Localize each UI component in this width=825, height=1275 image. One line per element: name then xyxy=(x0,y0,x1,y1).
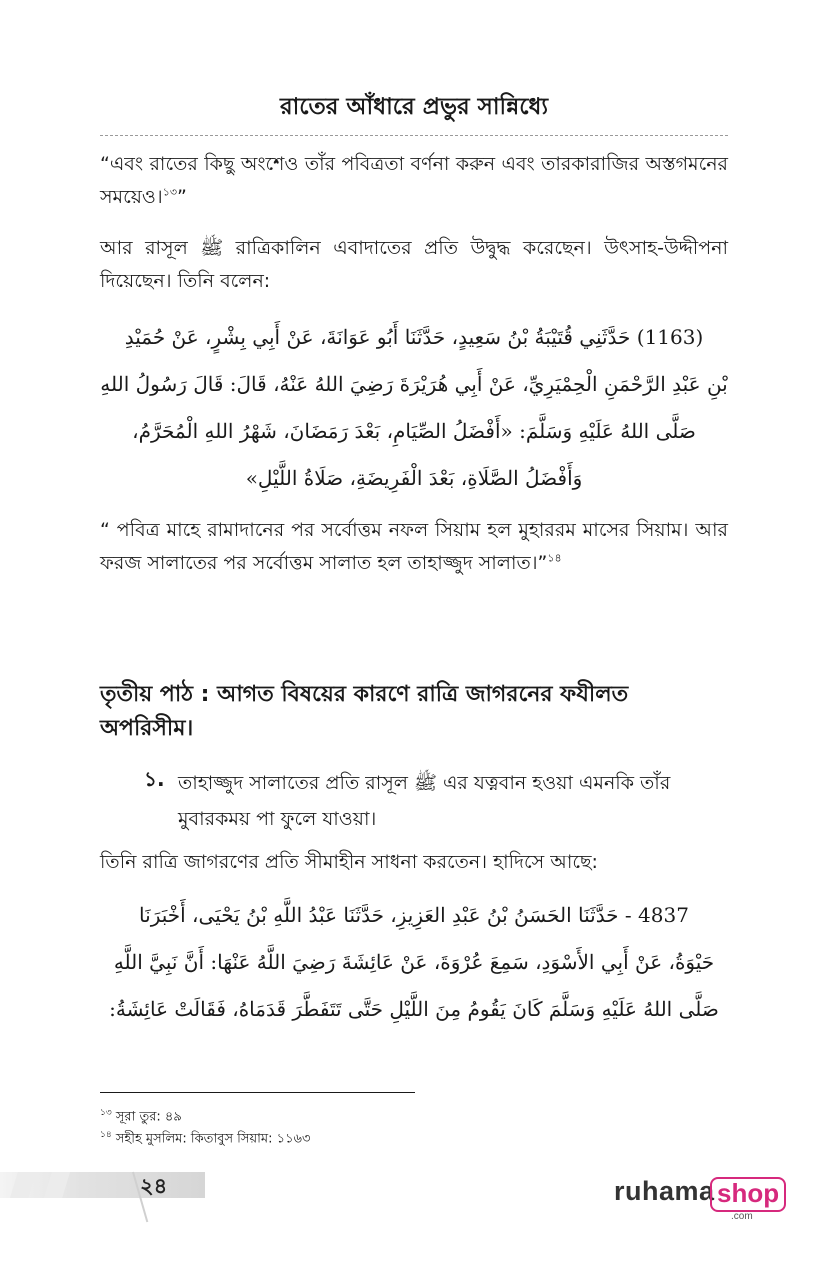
arabic-line: 4837 - حَدَّثَنَا الحَسَنُ بْنُ عَبْدِ العَزِيزِ، حَدَّثَنَا عَبْدُ اللَّهِ بْنُ يَحْيَى، أَخْبَرَنَا xyxy=(139,903,689,927)
quote-verse-text: “এবং রাতের কিছু অংশেও তাঁর পবিত্রতা বর্ণনা করুন এবং তারকারাজির অস্তগমনের সময়েও। xyxy=(100,153,728,208)
footnote-text: সহীহ মুসলিম: কিতাবুস সিয়াম: ১১৬৩ xyxy=(115,1131,311,1147)
arabic-line: حَيْوَةُ، عَنْ أَبِي الأَسْوَدِ، سَمِعَ عُرْوَةَ، عَنْ عَائِشَةَ رَضِيَ اللَّهُ عَنْهَا: أَنَّ نَبِيَّ اللَّهِ xyxy=(113,950,715,974)
footnote-ref: ১৪ xyxy=(547,551,562,565)
page-number: ২৪ xyxy=(140,1174,168,1198)
arabic-line: صَلَّى اللهُ عَلَيْهِ وَسَلَّمَ كَانَ يَقُومُ مِنَ اللَّيْلِ حَتَّى تَتَفَطَّرَ قَدَمَاهُ، فَقَالَتْ عَائِشَةُ: xyxy=(109,997,719,1021)
footnote xyxy=(100,1126,500,1148)
logo-shop-badge: shop xyxy=(710,1177,786,1212)
list-number: ১. xyxy=(144,767,165,791)
arabic-hadith-2 xyxy=(100,892,728,1033)
logo-wordmark: ruhama xyxy=(614,1176,715,1206)
footnote-text: সূরা তুর: ৪৯ xyxy=(115,1109,182,1125)
intro-paragraph: আর রাসূল ﷺ রাত্রিকালিন এবাদাতের প্রতি উদ্বুদ্ধ করেছেন। উৎসাহ-উদ্দীপনা দিয়েছেন। তিনি বলেন: xyxy=(100,237,728,292)
footnote xyxy=(100,1104,500,1126)
footer-bar xyxy=(0,1172,205,1198)
header-divider xyxy=(100,135,728,136)
arabic-line: (1163) حَدَّثَنِي قُتَيْبَةُ بْنُ سَعِيدٍ، حَدَّثَنَا أَبُو عَوَانَةَ، عَنْ أَبِي بِشْرٍ، عَنْ حُمَيْدِ xyxy=(124,325,704,349)
quote-translation-text: “ পবিত্র মাহে রামাদানের পর সর্বোত্তম নফল সিয়াম হল মুহাররম মাসের সিয়াম। আর ফরজ সালাতের পর সর্বোত্তম সালাত হল তাহাজ্জুদ সালাত।” xyxy=(100,519,728,574)
footnote-ref: ১৩ xyxy=(162,185,178,199)
ruhama-shop-logo xyxy=(614,1176,780,1226)
quote-verse xyxy=(100,148,728,214)
body-paragraph: তিনি রাত্রি জাগরণের প্রতি সীমাহীন সাধনা করতেন। হাদিসে আছে: xyxy=(100,851,598,873)
chevron-decoration xyxy=(44,1172,70,1198)
quote-translation xyxy=(100,514,728,580)
logo-domain: .com xyxy=(731,1211,753,1222)
arabic-line: وَأَفْضَلُ الصَّلَاةِ، بَعْدَ الْفَرِيضَةِ، صَلَاةُ اللَّيْلِ» xyxy=(245,466,583,490)
list-text: তাহাজ্জুদ সালাতের প্রতি রাসূল ﷺ এর যত্নবান হওয়া এমনকি তাঁর মুবারকময় পা ফুলে যাওয়া। xyxy=(178,772,671,830)
running-header: রাতের আঁধারে প্রভুর সান্নিধ্যে xyxy=(279,94,549,120)
arabic-line: بْنِ عَبْدِ الرَّحْمَنِ الْحِمْيَرِيِّ، عَنْ أَبِي هُرَيْرَةَ رَضِيَ اللهُ عَنْهُ، قَالَ: قَالَ رَسُولُ اللهِ xyxy=(100,372,728,396)
quote-verse-close: ” xyxy=(177,186,187,208)
section-heading: তৃতীয় পাঠ : আগত বিষয়ের কারণে রাত্রি জাগরনের ফযীলত অপরিসীম। xyxy=(100,682,629,741)
arabic-hadith-1 xyxy=(100,314,728,502)
footnote-divider xyxy=(100,1092,415,1093)
footnote-number: ১৪ xyxy=(100,1130,112,1140)
footnote-number: ১৩ xyxy=(100,1108,112,1118)
arabic-line: صَلَّى اللهُ عَلَيْهِ وَسَلَّمَ: «أَفْضَلُ الصِّيَامِ، بَعْدَ رَمَضَانَ، شَهْرُ اللهِ الْمُحَرَّمُ، xyxy=(132,419,696,443)
chevron-decoration xyxy=(10,1172,36,1198)
